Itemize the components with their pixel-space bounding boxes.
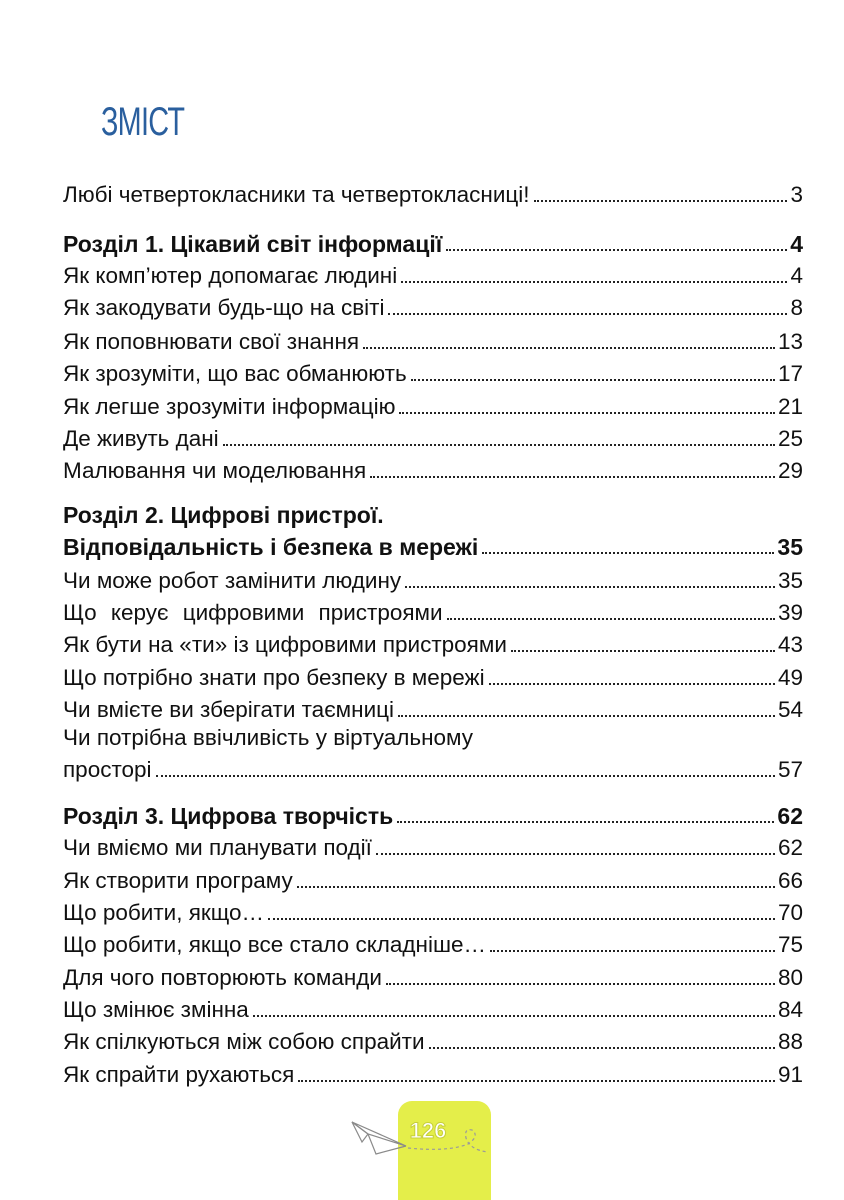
toc-entry-title: Що робити, якщо все стало складніше… [63, 932, 487, 957]
toc-entry-title: Як створити програму [63, 868, 293, 893]
toc-entry-title: Як закодувати будь-що на світі [63, 295, 385, 320]
toc-entry[interactable] [63, 897, 803, 929]
toc-entry[interactable] [63, 929, 803, 961]
toc-entry-title: Як комп’ютер допомагає людині [63, 263, 398, 288]
toc-entry-title: Розділ 1. Цікавий світ інформації [63, 231, 443, 257]
dot-leader [386, 983, 775, 985]
toc-section-heading-line: Розділ 2. Цифрові пристрої. [63, 502, 384, 528]
dot-leader [268, 918, 775, 920]
dot-leader [511, 650, 775, 652]
dot-leader [447, 618, 775, 620]
toc-entry-page: 66 [777, 868, 803, 893]
toc-entry-page: 4 [790, 231, 803, 257]
toc-entry-title: Чи вміємо ми планувати події [63, 835, 372, 860]
dot-leader [399, 412, 775, 414]
dot-leader [482, 552, 774, 554]
dot-leader [223, 444, 775, 446]
dot-leader [534, 200, 788, 202]
dot-leader [411, 379, 775, 381]
toc-entry-title: Відповідальність і безпека в мережі [63, 534, 479, 560]
toc-entry-title: Що змінює змінна [63, 997, 249, 1022]
toc-entry[interactable] [63, 994, 803, 1026]
toc-entry[interactable] [63, 565, 803, 597]
toc-entry-page: 17 [777, 361, 803, 386]
dot-leader [429, 1047, 775, 1049]
dot-leader [363, 347, 775, 349]
toc-entry[interactable] [63, 832, 803, 864]
toc-entry-page: 8 [790, 295, 803, 320]
toc-entry-title: просторі [63, 757, 152, 782]
toc-entry-title: Як бути на «ти» із цифровими пристроями [63, 632, 507, 657]
page-number: 126 [409, 1118, 447, 1143]
toc-entry-title: Де живуть дані [63, 426, 219, 451]
toc-entry-title: Що робити, якщо… [63, 900, 265, 925]
toc-entry[interactable] [63, 597, 803, 629]
toc-section-heading[interactable] [63, 531, 803, 563]
dot-leader [489, 683, 775, 685]
dot-leader [405, 586, 775, 588]
toc-entry-page: 29 [777, 458, 803, 483]
dot-leader [297, 886, 775, 888]
dot-leader [370, 476, 775, 478]
toc-entry[interactable] [63, 754, 803, 786]
toc-entry-page: 62 [777, 835, 803, 860]
toc-entry-title: Малювання чи моделювання [63, 458, 367, 483]
toc-entry-page: 49 [777, 665, 803, 690]
toc-entry-page: 57 [777, 757, 803, 782]
dot-leader [398, 715, 775, 717]
toc-entry[interactable] [63, 1026, 803, 1058]
toc-entry-page: 39 [777, 600, 803, 625]
toc-entry[interactable] [63, 865, 803, 897]
toc-entry-title: Як поповнювати свої знання [63, 329, 360, 354]
toc-entry-title: Як легше зрозуміти інформацію [63, 394, 396, 419]
toc-entry-page: 25 [777, 426, 803, 451]
toc-entry-title: Як спрайти рухаються [63, 1062, 295, 1087]
toc-entry[interactable] [63, 391, 803, 423]
dot-leader [388, 313, 787, 315]
toc-entry-page: 4 [790, 263, 803, 288]
toc-entry-title: Для чого повторюють команди [63, 965, 382, 990]
dot-leader [397, 821, 774, 823]
dot-leader [156, 775, 775, 777]
toc-entry-page: 88 [777, 1029, 803, 1054]
toc-entry[interactable] [63, 326, 803, 358]
toc-entry[interactable] [63, 423, 803, 455]
toc-entry-page: 54 [777, 697, 803, 722]
dot-leader [446, 249, 787, 251]
toc-entry-line: Чи потрібна ввічливість у віртуальному [63, 725, 474, 750]
toc-section-heading[interactable] [63, 800, 803, 832]
toc-entry-title: Любі четвертокласники та четвертокласниці! [63, 182, 530, 207]
toc-entry[interactable] [63, 358, 803, 390]
toc-entry[interactable] [63, 292, 803, 324]
toc-entry[interactable] [63, 455, 803, 487]
toc-entry[interactable] [63, 662, 803, 694]
toc-entry-page: 84 [777, 997, 803, 1022]
dot-leader [401, 281, 787, 283]
toc-entry[interactable] [63, 260, 803, 292]
toc-section-heading[interactable] [63, 228, 803, 260]
toc-entry-page: 13 [777, 329, 803, 354]
dot-leader [253, 1015, 775, 1017]
toc-entry-page: 62 [777, 803, 803, 829]
dot-leader [298, 1080, 775, 1082]
toc-entry[interactable] [63, 1059, 803, 1091]
toc-entry-title: Як зрозуміти, що вас обманюють [63, 361, 407, 386]
toc-entry-page: 70 [777, 900, 803, 925]
toc-entry-page: 35 [777, 534, 803, 560]
toc-entry[interactable] [63, 179, 803, 211]
toc-entry[interactable] [63, 629, 803, 661]
toc-entry[interactable] [63, 962, 803, 994]
toc-entry-title: Як спілкуються між собою спрайти [63, 1029, 425, 1054]
toc-entry-page: 3 [790, 182, 803, 207]
toc-entry-page: 91 [777, 1062, 803, 1087]
toc-entry-page: 35 [777, 568, 803, 593]
dot-leader [490, 950, 775, 952]
toc-entry-page: 80 [777, 965, 803, 990]
dot-leader [376, 853, 775, 855]
toc-entry-page: 43 [777, 632, 803, 657]
toc-entry-title: Що керує цифровими пристроями [63, 600, 443, 625]
toc-entry-title: Розділ 3. Цифрова творчість [63, 803, 394, 829]
page-title: ЗМІСТ [101, 100, 185, 144]
toc-entry-title: Що потрібно знати про безпеку в мережі [63, 665, 485, 690]
toc-entry-page: 21 [777, 394, 803, 419]
toc-entry-title: Чи вмієте ви зберігати таємниці [63, 697, 395, 722]
toc-entry-page: 75 [777, 932, 803, 957]
toc-entry-title: Чи може робот замінити людину [63, 568, 402, 593]
